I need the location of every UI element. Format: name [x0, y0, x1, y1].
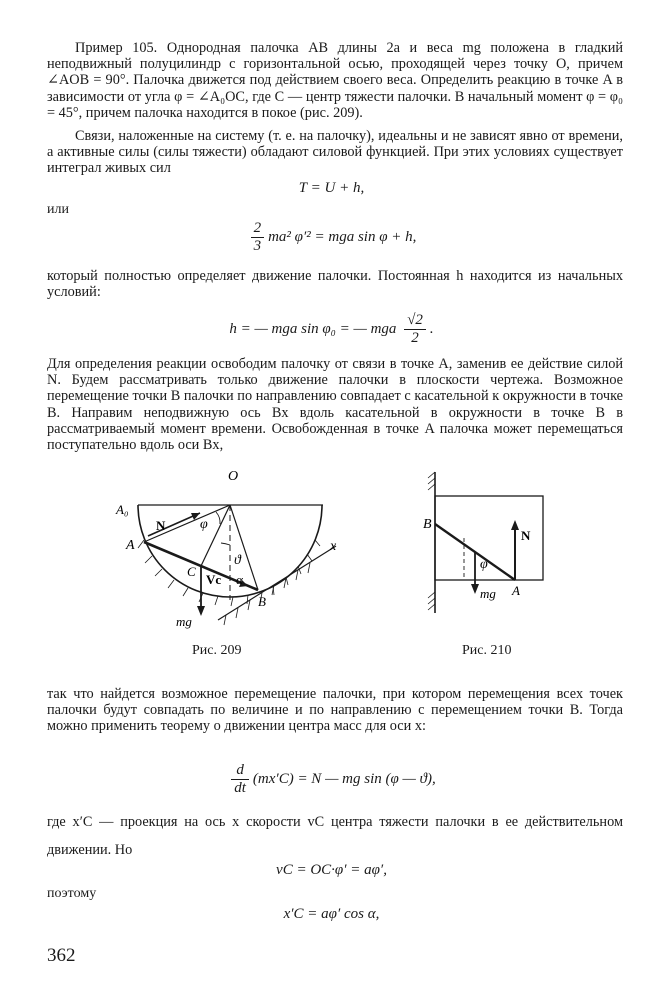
equation-projection-xc: x′C = aφ′ cos α,: [283, 906, 380, 922]
fig209-radius-OB: [230, 505, 258, 590]
fraction-numerator: 2: [251, 220, 265, 238]
fig210-wall-hatching: [428, 472, 435, 610]
equation-center-of-mass-rest: (mx′C) = N — mg sin (φ — ϑ),: [252, 770, 436, 787]
fig209-label-phi: φ: [200, 517, 208, 532]
fraction-denominator: 2: [411, 330, 419, 346]
paragraph-example-105: Пример 105. Однородная палочка AB длины 2a и веса mg положена в гладкий неподвижный полуцилиндр с горизонтальной осью, проходящей через точку O, причем ∠AOB = 90°. Палочка движется под действием своего веса. Определить реакцию в точке A в зависимости от угла φ = ∠A₀OC, где C — центр тяжести палочки. В начальный момент φ = φ₀ = 45°, причем палочка находится в покое (рис. 209).: [47, 40, 623, 121]
equation-kinetic: [0, 220, 663, 255]
fig210-label-B: B: [423, 517, 432, 532]
fraction-numerator: √2: [404, 312, 426, 330]
equation-h-end: .: [429, 320, 434, 337]
fig209-label-theta: ϑ: [234, 553, 241, 568]
paragraph-constant-h: который полностью определяет движение палочки. Постоянная h находится из начальных условий:: [47, 268, 623, 301]
figure-210-caption: Рис. 210: [462, 643, 512, 658]
fig209-label-A0: A₀: [116, 502, 129, 517]
equation-constant-h: [0, 312, 663, 347]
equation-kinetic-rest: ma² φ′² = mga sin φ + h,: [268, 228, 417, 245]
equation-velocity-c: vC = OC·φ′ = aφ′,: [276, 862, 387, 878]
equation-center-of-mass: [0, 762, 663, 797]
word-or: или: [47, 202, 69, 217]
fig210-force-N-arrowhead: [511, 520, 519, 530]
fig209-label-O: O: [228, 469, 239, 484]
fraction-denominator: 3: [253, 238, 262, 254]
paragraph-reaction: Для определения реакции освободим палочку от связи в точке A, заменив ее действие силой N. Будем рассматривать только движение палочки в плоскости чертежа. Возможное перемещение точки B палочки по направлению совпадает с касательной к окружности в точке B. Направим неподвижную ось Bx вдоль касательной в окружности в точке B в рассматриваемый момент времени. Освобожденная в точке A палочка может перемещаться поступательно вдоль оси Bx,: [47, 356, 623, 454]
equation-energy-integral: T = U + h,: [298, 180, 365, 196]
fig209-weight-mg-arrowhead: [197, 606, 205, 616]
figure-210: [420, 468, 550, 618]
fig209-angle-phi-arc: [216, 512, 220, 524]
fraction-numerator: d: [231, 762, 249, 780]
fig209-label-x: x: [330, 539, 337, 554]
fig209-label-B: B: [258, 594, 266, 609]
fig209-label-N: N: [156, 518, 166, 533]
paragraph-constraints: Связи, наложенные на систему (т. е. на палочку), идеальны и не зависят явно от времени, а активные силы (силы тяжести) обладают силовой функцией. При этих условиях существует интеграл живых сил: [47, 128, 623, 177]
fig210-label-N: N: [521, 528, 531, 543]
fig210-label-A: A: [512, 583, 520, 598]
page-number: 362: [47, 945, 76, 966]
fraction-two-thirds: [251, 220, 265, 255]
fig209-label-mg: mg: [176, 614, 192, 629]
fig209-label-alpha: α: [236, 572, 243, 587]
fig210-label-phi: φ: [480, 557, 488, 572]
fig209-label-Vc: Vc: [206, 572, 222, 587]
paragraph-projection: где x′C — проекция на ось x скорости vC центра тяжести палочки в ее действительном движении. Но: [47, 814, 623, 858]
fig209-radius-OC: [201, 505, 230, 566]
fig209-label-A: A: [126, 538, 135, 553]
fig210-weight-mg-arrowhead: [471, 584, 479, 594]
word-therefore: поэтому: [47, 886, 97, 901]
paragraph-center-of-mass: так что найдется возможное перемещение палочки, при котором перемещения всех точек палочки будут совпадать по величине и по направлению с перемещением точки B. Тогда можно применить теорему о движении центра масс для оси x:: [47, 686, 623, 735]
fig209-label-C: C: [187, 564, 196, 579]
fraction-sqrt2-over-2: [404, 312, 426, 347]
fig209-angle-theta-arc: [221, 543, 230, 545]
equation-h-left: h = — mga sin φ₀ = — mga: [229, 320, 397, 337]
fig210-label-mg: mg: [480, 586, 496, 601]
figure-209: [108, 460, 358, 635]
figure-209-caption: Рис. 209: [192, 643, 242, 658]
fraction-denominator: dt: [234, 780, 246, 796]
fraction-d-dt: [231, 762, 249, 797]
